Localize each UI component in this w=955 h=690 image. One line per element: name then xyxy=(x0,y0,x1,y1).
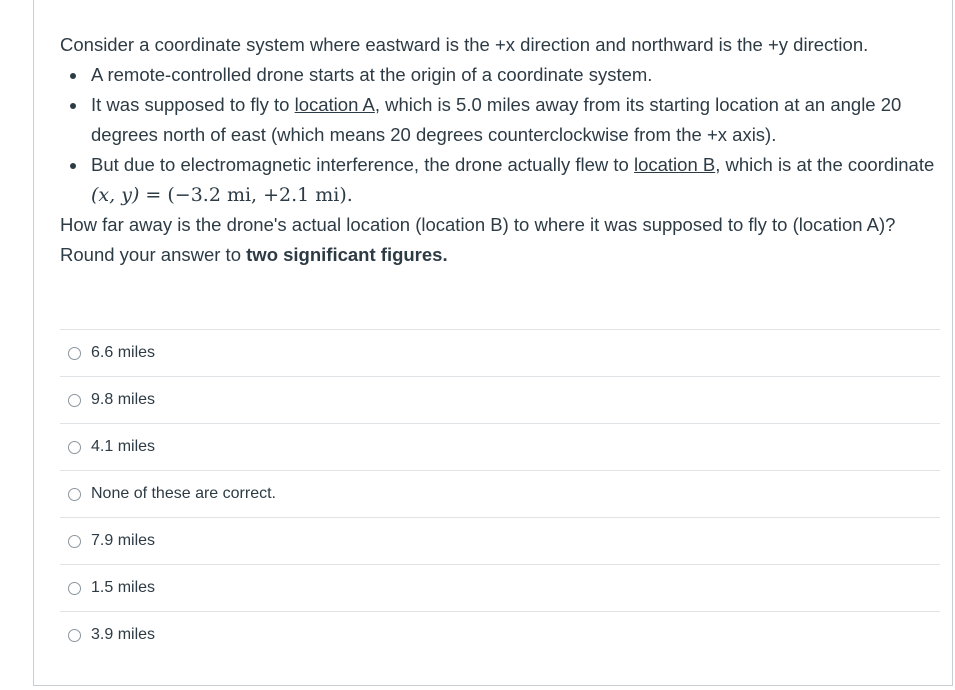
answer-option[interactable] xyxy=(60,564,940,611)
radio-button[interactable] xyxy=(68,347,81,360)
answer-option[interactable] xyxy=(60,329,940,376)
math-lhs: (x, y) xyxy=(91,184,140,206)
prompt-bold: two significant figures. xyxy=(246,244,448,265)
quiz-question-card xyxy=(33,0,953,686)
answer-label: None of these are correct. xyxy=(91,485,276,502)
radio-button[interactable] xyxy=(68,488,81,501)
answer-label: 6.6 miles xyxy=(91,344,156,361)
location-b-link[interactable]: location B xyxy=(633,154,716,175)
radio-button[interactable] xyxy=(68,629,81,642)
answer-option[interactable] xyxy=(60,423,940,470)
answer-option[interactable] xyxy=(60,611,940,658)
bullet-b-mid: , which is at the coordinate xyxy=(715,154,935,175)
question-prompt xyxy=(60,210,940,270)
answer-label: 9.8 miles xyxy=(91,391,156,408)
answer-label: 1.5 miles xyxy=(91,579,156,596)
answer-label: 3.9 miles xyxy=(91,626,156,643)
answer-option[interactable] xyxy=(60,470,940,517)
radio-button[interactable] xyxy=(68,394,81,407)
bullet-a-pre: It was supposed to fly to xyxy=(91,94,295,115)
bullet-a-post: , which is 5.0 miles away from its starting location at an angle 20 degrees north of east (which means 20 degrees counterclockwise from the +x axis). xyxy=(91,94,902,145)
bullet-b-pre: But due to electromagnetic interference, the drone actually flew to xyxy=(91,154,634,175)
question-bullet-list xyxy=(60,60,940,210)
location-a-link[interactable]: location A xyxy=(294,94,375,115)
answer-list xyxy=(60,329,940,658)
prompt-text: How far away is the drone's actual location (location B) to where it was supposed to fly to (location A)? Round your answer to xyxy=(60,214,896,265)
answer-option[interactable] xyxy=(60,376,940,423)
bullet-location-a xyxy=(91,90,940,150)
bullet-start xyxy=(91,60,940,90)
radio-button[interactable] xyxy=(68,441,81,454)
bullet-location-b xyxy=(91,150,940,210)
answer-label: 7.9 miles xyxy=(91,532,156,549)
question-text xyxy=(60,30,940,270)
bullet-start-text: A remote-controlled drone starts at the origin of a coordinate system. xyxy=(91,64,653,85)
radio-button[interactable] xyxy=(68,582,81,595)
radio-button[interactable] xyxy=(68,535,81,548)
answer-label: 4.1 miles xyxy=(91,438,156,455)
math-rhs: = (−3.2 mi, +2.1 mi). xyxy=(139,184,353,206)
question-intro: Consider a coordinate system where eastward is the +x direction and northward is the +y direction. xyxy=(60,34,869,55)
answer-option[interactable] xyxy=(60,517,940,564)
coordinate-math xyxy=(91,184,353,206)
